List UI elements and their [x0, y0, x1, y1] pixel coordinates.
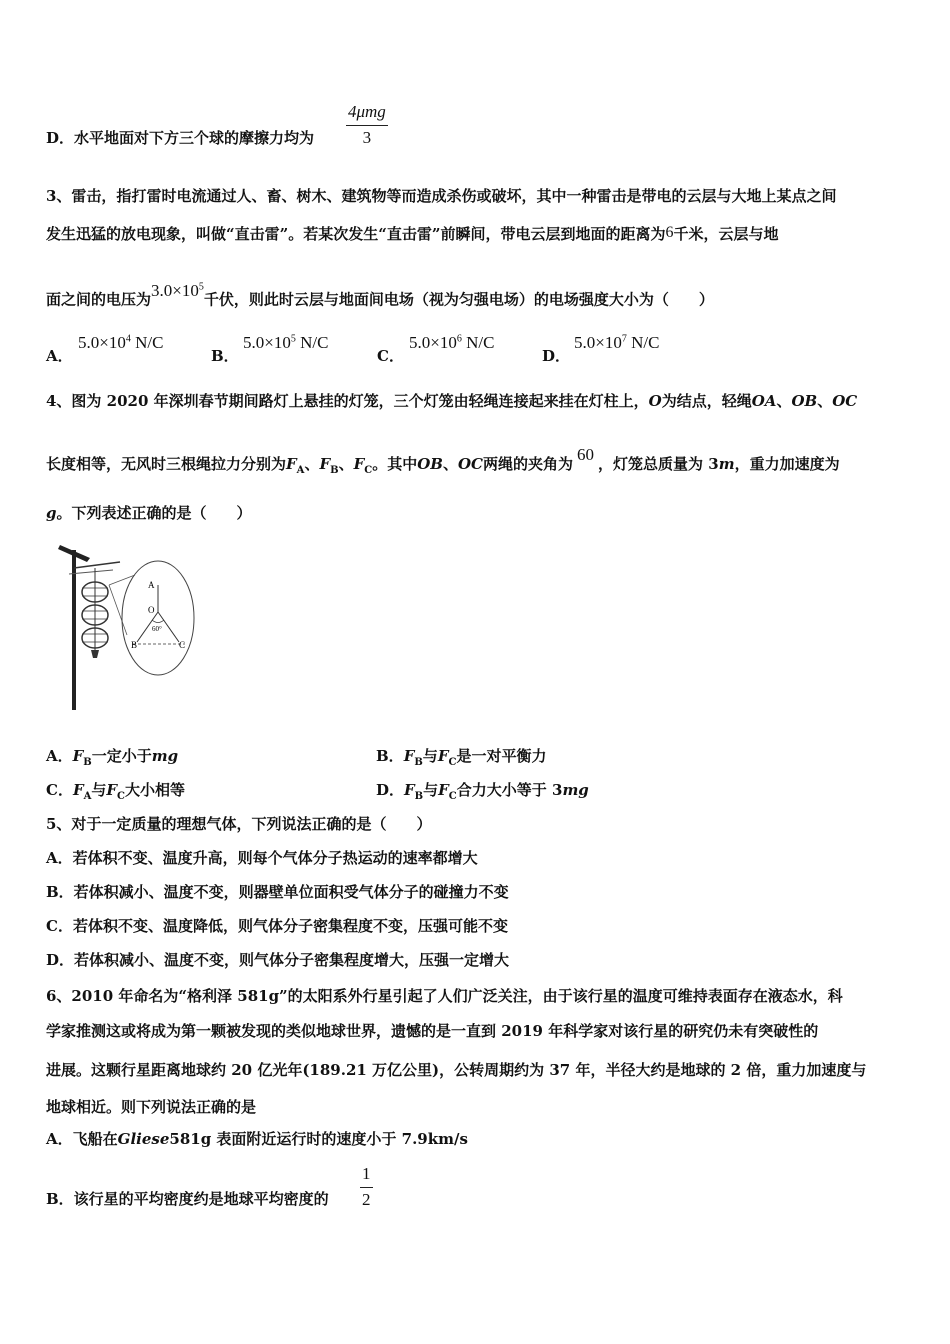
q3-option-a-value [78, 333, 163, 353]
q4-option-c-f2: F [106, 781, 118, 799]
q4-m: m [718, 455, 735, 473]
q4-option-a-sub: B [83, 757, 92, 768]
q3-option-d-exponent: 7 [621, 333, 627, 345]
q4-rope-oc: OC [832, 392, 858, 410]
q6-line-1: 6、2010 年命名为“格利泽 581g”的太阳系外行星引起了人们广泛关注，由于该行星的温度可维持表面存在液态水，科 [46, 987, 843, 1005]
q4-line-1a: 4、图为 2020 年深圳春节期间路灯上悬挂的灯笼，三个灯笼由轻绳连接起来挂在灯柱上， [46, 392, 649, 410]
q4-line-2a: 长度相等，无风时三根绳拉力分别为 [46, 455, 287, 473]
q6-frac-numerator: 1 [360, 1164, 373, 1188]
q3-option-b-label: B． [211, 347, 239, 365]
q3-line-2a: 发生迅猛的放电现象，叫做“直击雷”。若某次发生“直击雷”前瞬间，带电云层到地面的距离为 [46, 225, 666, 243]
q3-option-d-unit: N/C [626, 333, 660, 352]
q3-line-3a: 面之间的电压为 [46, 290, 152, 309]
q4-sep-3: 、 [304, 455, 320, 473]
q4-option-d-mg: mg [562, 781, 589, 799]
q3-voltage-value [151, 281, 204, 300]
q6-line-2: 学家推测这或将成为第一颗被发现的类似地球世界，遗憾的是一直到 2019 年科学家对该行星的研究仍未有突破性的 [46, 1022, 819, 1040]
q4-line-1b: 为结点，轻绳 [661, 392, 752, 410]
q4-option-d-sub1: B [414, 791, 424, 802]
q5-option-d: D．若体积减小、温度不变，则气体分子密集程度增大，压强一定增大 [46, 951, 510, 969]
q3-option-c-unit: N/C [461, 333, 495, 352]
q4-option-d [376, 780, 589, 807]
zoom-line-2 [109, 585, 127, 635]
q6-frac-denominator: 2 [362, 1190, 371, 1209]
q4-rope-oa: OA [751, 392, 777, 410]
q4-option-a-mg: mg [151, 747, 179, 765]
q3-option-b-value [243, 333, 328, 353]
q2-option-d-text: D．水平地面对下方三个球的摩擦力均为 [46, 129, 315, 147]
q3-option-d-label: D． [542, 347, 571, 365]
q4-option-a-f: F [72, 747, 84, 765]
q3-option-c-value [409, 333, 494, 353]
q3-option-a-unit: N/C [130, 333, 164, 352]
q6-line-4: 地球相近。则下列说法正确的是 [46, 1098, 257, 1116]
q4-option-b [376, 746, 546, 773]
q3-option-b-exponent: 5 [290, 333, 296, 345]
q4-line-2 [46, 445, 840, 481]
q4-fa: F [286, 455, 297, 473]
q4-line-2d: ，灯笼总质量为 3 [598, 455, 719, 473]
q4-line-2b: 。其中 [372, 455, 418, 473]
q5-stem: 5、对于一定质量的理想气体，下列说法正确的是（ ） [46, 815, 432, 833]
q6-option-a-gliese: Gliese [117, 1130, 170, 1148]
q3-option-b-unit: N/C [295, 333, 329, 352]
q4-fb: F [319, 455, 331, 473]
q4-option-b-sub2: C [448, 757, 457, 768]
q6-line-3: 进展。这颗行星距离地球约 20 亿光年(189.21 万亿公里)，公转周期约为 37 年，半径大约是地球的 2 倍，重力加速度与 [46, 1061, 867, 1079]
q4-ob: OB [417, 455, 443, 473]
zoom-ellipse [122, 561, 194, 675]
q4-rope-ob: OB [791, 392, 818, 410]
q3-option-a-exponent: 4 [125, 333, 131, 345]
q4-option-b-sub1: B [414, 757, 423, 768]
q4-option-c-f1: F [72, 781, 84, 799]
q4-line-2e: ，重力加速度为 [734, 455, 840, 473]
q3-voltage-mantissa: 3.0×10 [151, 280, 199, 300]
q6-option-a [46, 1129, 468, 1149]
q5-option-a: A．若体积不变、温度升高，则每个气体分子热运动的速率都增大 [46, 849, 478, 867]
q3-distance-value: 6 [665, 224, 674, 241]
q4-option-d-f1: F [404, 781, 415, 799]
q3-option-c-mantissa: 5.0×10 [409, 333, 457, 352]
q4-fc: F [353, 455, 365, 473]
q6-option-b-fraction [360, 1164, 373, 1210]
q4-angle-value: 60 [577, 445, 595, 464]
q4-option-d-and: 与 [423, 781, 439, 799]
q4-sep-2: 、 [817, 392, 833, 410]
q3-line-2b: 千米，云层与地 [673, 225, 779, 243]
q4-option-a [46, 746, 178, 773]
lamp-arm [74, 562, 120, 568]
q4-option-d-label: D． [376, 781, 405, 799]
label-a: A [148, 580, 155, 590]
q3-option-a-label: A． [46, 347, 73, 365]
q3-voltage-exponent: 5 [198, 281, 204, 292]
q4-option-b-label: B． [376, 747, 404, 765]
label-c: C [179, 640, 186, 650]
q6-option-b: B．该行星的平均密度约是地球平均密度的 [46, 1190, 329, 1208]
q4-line-1 [46, 391, 857, 411]
lantern-tassel [91, 650, 99, 658]
q4-option-c-sub2: C [117, 791, 126, 802]
q4-oc: OC [457, 455, 483, 473]
q4-option-c-label: C． [46, 781, 73, 799]
q3-line-1: 3、雷击，指打雷时电流通过人、畜、树木、建筑物等而造成杀伤或破坏，其中一种雷击是带电的云层与大地上某点之间 [46, 187, 837, 205]
q4-option-a-label: A． [46, 747, 73, 765]
q5-option-b: B．若体积减小、温度不变，则器壁单位面积受气体分子的碰撞力不变 [46, 883, 509, 901]
q4-option-b-f1: F [403, 747, 415, 765]
q4-option-d-f2: F [438, 781, 449, 799]
angle-arc [152, 620, 164, 623]
q2-option-d [46, 128, 314, 148]
q3-option-c-label: C． [377, 347, 404, 365]
label-b: B [131, 640, 138, 650]
q4-option-b-text: 是一对平衡力 [456, 747, 547, 765]
q4-option-b-and: 与 [422, 747, 438, 765]
q4-fc-sub: C [364, 465, 373, 476]
label-o: O [148, 605, 155, 615]
q3-line-3b: 千伏，则此时云层与地面间电场（视为匀强电场）的电场强度大小为（ ） [203, 290, 714, 309]
q4-fa-sub: A [296, 465, 305, 476]
q4-line-2c: 两绳的夹角为 [483, 455, 574, 473]
q3-option-b-mantissa: 5.0×10 [243, 333, 291, 352]
q4-option-d-text: 合力大小等于 3 [456, 781, 563, 799]
q3-option-a-mantissa: 5.0×10 [78, 333, 126, 352]
q3-option-c-exponent: 6 [456, 333, 462, 345]
q4-sep-1: 、 [776, 392, 792, 410]
q4-sep-5: 、 [442, 455, 458, 473]
q4-line-3 [46, 503, 252, 523]
q4-option-c-text: 大小相等 [125, 781, 186, 799]
q5-option-c: C．若体积不变、温度降低，则气体分子密集程度不变，压强可能不变 [46, 917, 508, 935]
q4-option-b-f2: F [437, 747, 449, 765]
q4-option-a-text: 一定小于 [91, 747, 152, 765]
q4-g: g [46, 504, 57, 522]
q4-option-c-and: 与 [91, 781, 107, 799]
q4-sep-4: 、 [338, 455, 354, 473]
q2-frac-numerator: 4μmg [346, 102, 388, 126]
q2-frac-denominator: 3 [362, 128, 372, 147]
q3-line-3 [46, 280, 714, 310]
q4-point-o: O [648, 392, 662, 410]
q2-option-d-fraction [346, 102, 388, 148]
q6-option-a-text: 581g 表面附近运行时的速度小于 7.9km/s [169, 1130, 468, 1148]
q3-option-d-mantissa: 5.0×10 [574, 333, 622, 352]
q3-line-2 [46, 224, 779, 245]
label-angle: 60° [152, 625, 162, 633]
q6-option-a-label: A．飞船在 [46, 1130, 118, 1148]
q4-option-d-sub2: C [448, 791, 457, 802]
q4-fb-sub: B [330, 465, 339, 476]
q3-option-d-value [574, 333, 659, 353]
q4-line-3-text: 。下列表述正确的是（ ） [56, 504, 252, 522]
q4-lantern-figure [55, 540, 205, 710]
q4-option-c [46, 780, 185, 807]
q4-option-c-sub1: A [83, 791, 92, 802]
